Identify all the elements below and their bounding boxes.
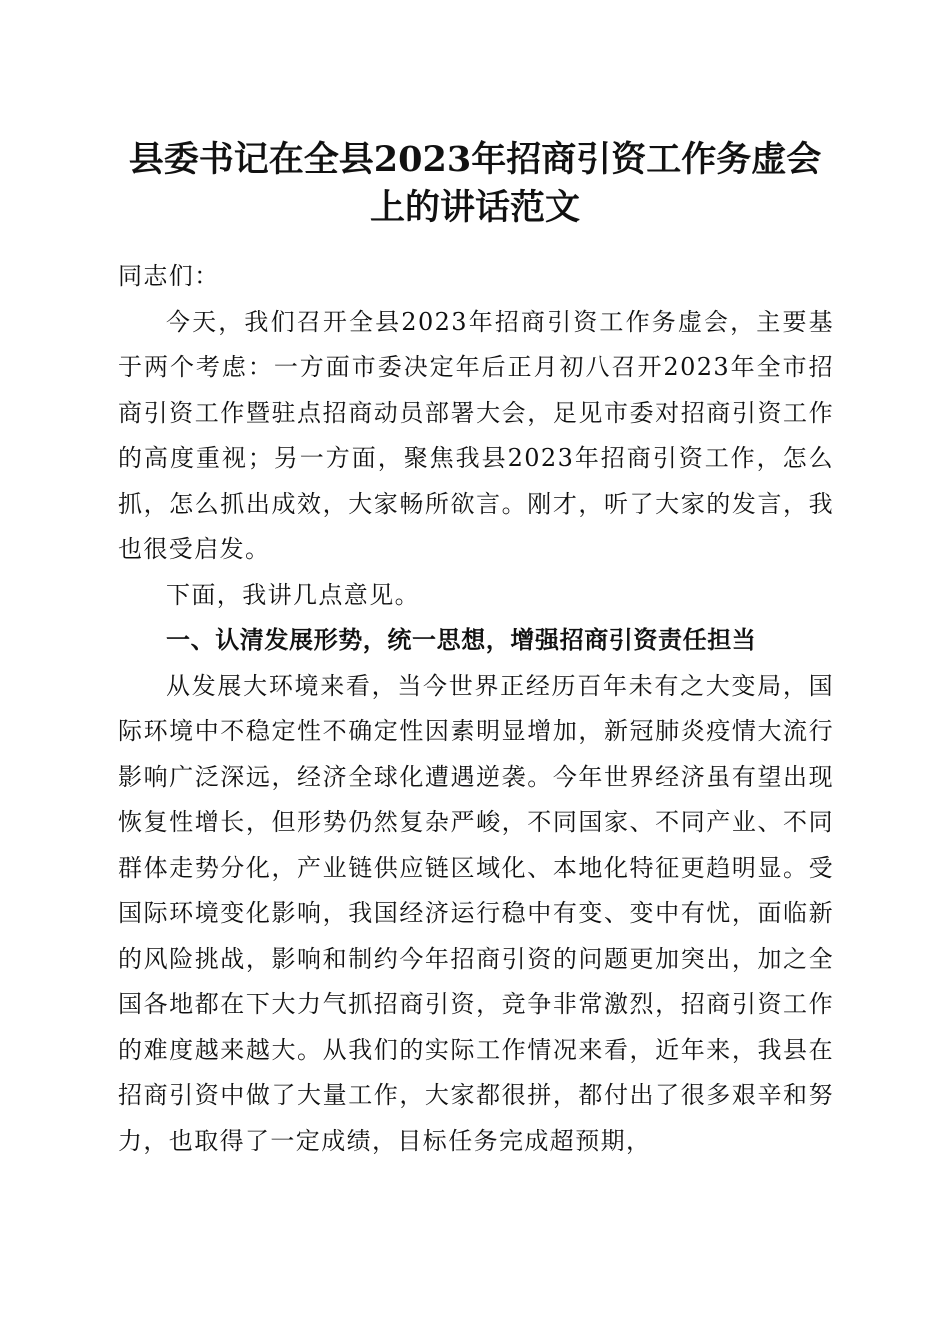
- paragraph-transition: 下面，我讲几点意见。: [166, 580, 420, 609]
- document-title: [110, 136, 840, 232]
- title-line-2: 上的讲话范文: [369, 187, 580, 228]
- salutation: 同志们：: [118, 262, 220, 290]
- paragraph-opening: 今天，我们召开全县2023年招商引资工作务虚会，主要基于两个考虑：一方面市委决定年后正月初八召开2023年全市招商引资工作暨驻点招商动员部署大会，足见市委对招商引资工作的高度重视；另一方面，聚焦我县2023年招商引资工作，怎么抓，怎么抓出成效，大家畅所欲言。刚才，听了大家的发言，我也很受启发。: [118, 307, 834, 563]
- title-line-1: 县委书记在全县2023年招商引资工作务虚会: [128, 139, 822, 180]
- paragraph-situation: 从发展大环境来看，当今世界正经历百年未有之大变局，国际环境中不稳定性不确定性因素明显增加，新冠肺炎疫情大流行影响广泛深远，经济全球化遭遇逆袭。今年世界经济虽有望出现恢复性增长，但形势仍然复杂严峻，不同国家、不同产业、不同群体走势分化，产业链供应链区域化、本地化特征更趋明显。受国际环境变化影响，我国经济运行稳中有变、变中有忧，面临新的风险挑战，影响和制约今年招商引资的问题更加突出，加之全国各地都在下大力气抓招商引资，竞争非常激烈，招商引资工作的难度越来越大。从我们的实际工作情况来看，近年来，我县在招商引资中做了大量工作，大家都很拼，都付出了很多艰辛和努力，也取得了一定成绩，目标任务完成超预期，: [118, 671, 834, 1155]
- section-heading-1: 一、认清发展形势，统一思想，增强招商引资责任担当: [166, 626, 757, 654]
- document-body: [118, 254, 834, 1164]
